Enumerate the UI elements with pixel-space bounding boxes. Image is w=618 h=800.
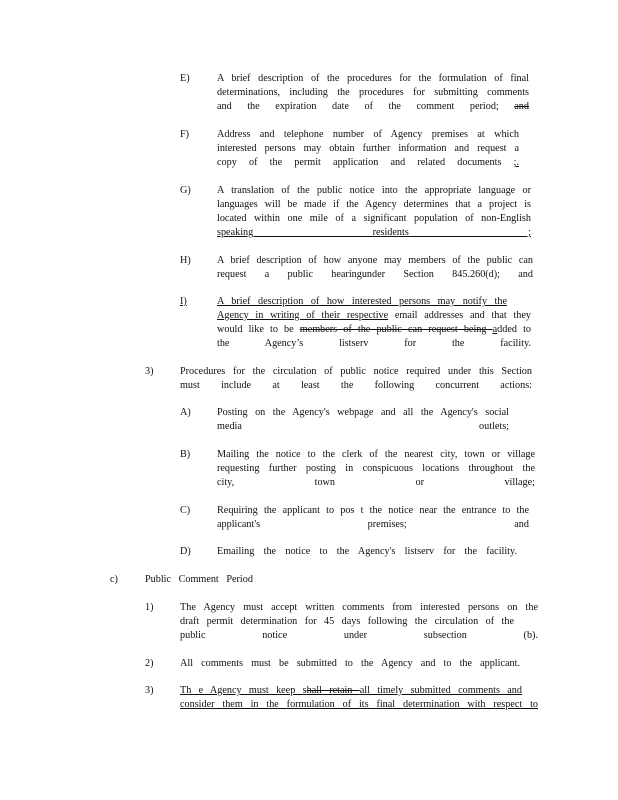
item-label: I) [180, 296, 187, 307]
item-label: 3) [145, 366, 154, 377]
item-text-line: Emailing the notice to the Agency's listserv for the facility. [217, 546, 517, 557]
item-text-line: Th e Agency must keep shall retain all timely submitted comments and [180, 685, 522, 696]
item-text-line: A brief description of how interested persons may notify the [217, 296, 507, 307]
item-label: A) [180, 407, 191, 418]
item-label: G) [180, 185, 191, 196]
item-text-line: city, town or village; [217, 477, 535, 488]
section-title: Public Comment Period [145, 574, 253, 585]
item-label: H) [180, 255, 191, 266]
item-text-line: A brief description of the procedures for the formulation of final [217, 73, 529, 84]
item-label: C) [180, 505, 191, 516]
item-text-line: consider them in the formulation of its final determination with respect to [180, 699, 538, 710]
item-text-line: copy of the permit application and related documents ;. [217, 157, 519, 168]
item-text-line: requesting further posting in conspicuous locations throughout the [217, 463, 535, 474]
item-text-line: public notice under subsection (b). [180, 630, 538, 641]
item-text-line: would like to be members of the public can request being added to [217, 324, 531, 335]
item-text-line: The Agency must accept written comments from interested persons on the [180, 602, 538, 613]
item-text-line: Posting on the Agency's webpage and all the Agency's social [217, 407, 509, 418]
item-label: 3) [145, 685, 154, 696]
item-text-line: A translation of the public notice into the appropriate language or [217, 185, 531, 196]
item-text-line: languages will be made if the Agency determines that a project is [217, 199, 531, 210]
item-label: D) [180, 546, 191, 557]
item-text-line: Requiring the applicant to pos t the notice near the entrance to the [217, 505, 529, 516]
item-text-line: the Agency’s listserv for the facility. [217, 338, 531, 349]
item-text-line: All comments must be submitted to the Agency and to the applicant. [180, 658, 520, 669]
item-text-line: Agency in writing of their respective email addresses and that they [217, 310, 531, 321]
item-text-line: applicant's premises; and [217, 519, 529, 530]
item-text-line: determinations, including the procedures for submitting comments [217, 87, 529, 98]
underlined-text: ;. [513, 157, 519, 168]
section-label: c) [110, 574, 118, 585]
struck-text: hall retain [306, 685, 360, 696]
item-label: F) [180, 129, 190, 140]
struck-text: and [514, 101, 529, 112]
item-text-line: draft permit determination for 45 days following the circulation of the [180, 616, 514, 627]
item-text-line: A brief description of how anyone may members of the public can [217, 255, 533, 266]
item-label: 2) [145, 658, 154, 669]
item-text-line: Mailing the notice to the clerk of the nearest city, town or village [217, 449, 535, 460]
item-text-line: Procedures for the circulation of public notice required under this Section [180, 366, 532, 377]
item-text-line: speaking residents ; [217, 227, 531, 238]
item-text-line: located within one mile of a significant population of non-English [217, 213, 531, 224]
item-text-line: interested persons may obtain further information and request a [217, 143, 519, 154]
struck-text: members of the public can request being [299, 324, 493, 335]
item-label: B) [180, 449, 191, 460]
item-text-line: Address and telephone number of Agency premises at which [217, 129, 519, 140]
item-text-line: must include at least the following concurrent actions: [180, 380, 532, 391]
item-label: E) [180, 73, 190, 84]
item-text-line: and the expiration date of the comment period; and [217, 101, 529, 112]
item-text-line: request a public hearingunder Section 845.260(d); and [217, 269, 533, 280]
item-label: 1) [145, 602, 154, 613]
item-text-line: media outlets; [217, 421, 509, 432]
